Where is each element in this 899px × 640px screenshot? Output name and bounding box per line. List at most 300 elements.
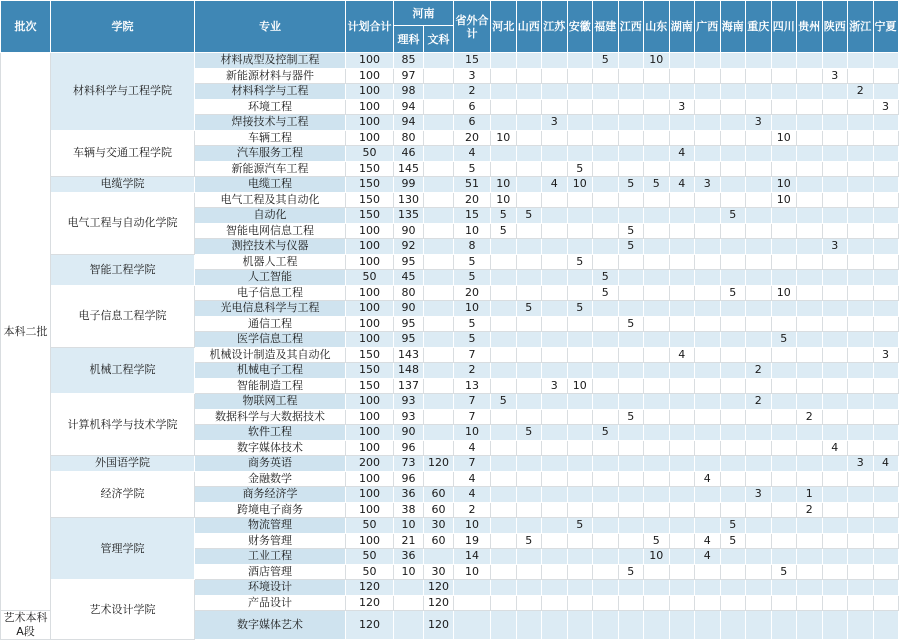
- henan-li-cell: 145: [394, 161, 424, 177]
- henan-wen-cell: [424, 68, 454, 84]
- province-cell: [669, 502, 695, 518]
- province-cell: [618, 146, 644, 162]
- province-cell: [644, 394, 670, 410]
- province-cell: [720, 595, 746, 611]
- province-cell: [542, 239, 568, 255]
- plan-total-cell: 120: [346, 595, 394, 611]
- province-cell: [567, 115, 593, 131]
- province-cell: [542, 409, 568, 425]
- province-cell: [695, 192, 721, 208]
- province-cell: [695, 595, 721, 611]
- province-cell: 10: [491, 177, 517, 193]
- province-cell: [746, 301, 772, 317]
- province-cell: [848, 409, 874, 425]
- major-cell: 工业工程: [195, 549, 346, 565]
- out-total-cell: 10: [454, 425, 491, 441]
- province-cell: [695, 161, 721, 177]
- province-cell: [822, 223, 848, 239]
- province-cell: 5: [567, 161, 593, 177]
- province-cell: 3: [822, 68, 848, 84]
- province-cell: [720, 254, 746, 270]
- province-cell: [618, 456, 644, 472]
- province-cell: 5: [618, 409, 644, 425]
- province-cell: [542, 223, 568, 239]
- major-cell: 医学信息工程: [195, 332, 346, 348]
- province-cell: [746, 84, 772, 100]
- province-cell: [669, 409, 695, 425]
- province-cell: [771, 68, 797, 84]
- province-cell: [516, 146, 542, 162]
- province-cell: [669, 611, 695, 640]
- plan-total-cell: 100: [346, 440, 394, 456]
- henan-wen-cell: [424, 84, 454, 100]
- province-cell: [491, 409, 517, 425]
- province-cell: [720, 99, 746, 115]
- henan-li-cell: 95: [394, 332, 424, 348]
- province-cell: [848, 347, 874, 363]
- province-cell: [644, 409, 670, 425]
- province-cell: [567, 425, 593, 441]
- major-cell: 新能源材料与器件: [195, 68, 346, 84]
- province-cell: [669, 456, 695, 472]
- major-cell: 汽车服务工程: [195, 146, 346, 162]
- henan-li-cell: 21: [394, 533, 424, 549]
- henan-wen-cell: [424, 254, 454, 270]
- province-cell: [797, 611, 823, 640]
- province-cell: [618, 332, 644, 348]
- province-cell: [873, 363, 898, 379]
- province-cell: [593, 440, 619, 456]
- plan-total-cell: 100: [346, 487, 394, 503]
- province-cell: 5: [516, 533, 542, 549]
- province-cell: [516, 223, 542, 239]
- province-cell: [720, 378, 746, 394]
- province-cell: [618, 595, 644, 611]
- plan-total-cell: 150: [346, 161, 394, 177]
- province-cell: [516, 68, 542, 84]
- province-cell: 5: [771, 332, 797, 348]
- province-cell: [873, 316, 898, 332]
- province-cell: 4: [822, 440, 848, 456]
- plan-total-cell: 150: [346, 177, 394, 193]
- henan-wen-cell: [424, 99, 454, 115]
- henan-li-cell: 90: [394, 301, 424, 317]
- plan-total-cell: 100: [346, 301, 394, 317]
- province-cell: [567, 223, 593, 239]
- province-cell: [542, 84, 568, 100]
- province-cell: [618, 192, 644, 208]
- province-cell: [618, 115, 644, 131]
- province-cell: [567, 611, 593, 640]
- province-cell: [593, 409, 619, 425]
- province-cell: [848, 177, 874, 193]
- henan-wen-cell: [424, 316, 454, 332]
- header-province: 陕西: [822, 1, 848, 53]
- province-cell: [695, 53, 721, 69]
- province-cell: [873, 130, 898, 146]
- province-cell: [822, 611, 848, 640]
- province-cell: 10: [771, 177, 797, 193]
- province-cell: [491, 518, 517, 534]
- province-cell: [695, 130, 721, 146]
- province-cell: [797, 115, 823, 131]
- henan-li-cell: 85: [394, 53, 424, 69]
- major-cell: 环境设计: [195, 580, 346, 596]
- province-cell: [797, 270, 823, 286]
- province-cell: 5: [644, 533, 670, 549]
- out-total-cell: 10: [454, 564, 491, 580]
- province-cell: 5: [771, 564, 797, 580]
- province-cell: [542, 502, 568, 518]
- province-cell: [746, 580, 772, 596]
- province-cell: [848, 146, 874, 162]
- province-cell: [746, 316, 772, 332]
- out-total-cell: 6: [454, 99, 491, 115]
- plan-total-cell: 100: [346, 502, 394, 518]
- province-cell: [873, 223, 898, 239]
- plan-total-cell: 50: [346, 564, 394, 580]
- province-cell: [822, 456, 848, 472]
- plan-total-cell: 150: [346, 192, 394, 208]
- province-cell: [644, 518, 670, 534]
- province-cell: [797, 363, 823, 379]
- henan-wen-cell: [424, 425, 454, 441]
- province-cell: [669, 363, 695, 379]
- out-total-cell: 8: [454, 239, 491, 255]
- province-cell: 10: [771, 285, 797, 301]
- province-cell: [516, 254, 542, 270]
- province-cell: [873, 580, 898, 596]
- province-cell: [873, 533, 898, 549]
- province-cell: [516, 270, 542, 286]
- college-cell: 计算机科学与技术学院: [51, 394, 195, 456]
- out-total-cell: 20: [454, 130, 491, 146]
- province-cell: [491, 239, 517, 255]
- province-cell: 10: [567, 177, 593, 193]
- province-cell: 5: [593, 425, 619, 441]
- province-cell: [746, 208, 772, 224]
- province-cell: [771, 595, 797, 611]
- province-cell: [644, 115, 670, 131]
- province-cell: [593, 130, 619, 146]
- province-cell: [848, 502, 874, 518]
- province-cell: [516, 595, 542, 611]
- province-cell: 5: [516, 425, 542, 441]
- henan-wen-cell: [424, 146, 454, 162]
- henan-wen-cell: [424, 301, 454, 317]
- province-cell: [746, 471, 772, 487]
- major-cell: 新能源汽车工程: [195, 161, 346, 177]
- plan-total-cell: 100: [346, 316, 394, 332]
- province-cell: [567, 549, 593, 565]
- province-cell: [593, 580, 619, 596]
- province-cell: [644, 270, 670, 286]
- major-cell: 酒店管理: [195, 564, 346, 580]
- major-cell: 商务英语: [195, 456, 346, 472]
- henan-wen-cell: [424, 192, 454, 208]
- out-total-cell: 10: [454, 223, 491, 239]
- province-cell: [593, 239, 619, 255]
- province-cell: [848, 440, 874, 456]
- henan-wen-cell: [424, 285, 454, 301]
- province-cell: [695, 425, 721, 441]
- college-cell: 电气工程与自动化学院: [51, 192, 195, 254]
- plan-total-cell: 100: [346, 285, 394, 301]
- henan-li-cell: 143: [394, 347, 424, 363]
- henan-wen-cell: [424, 378, 454, 394]
- province-cell: [746, 130, 772, 146]
- plan-total-cell: 100: [346, 394, 394, 410]
- province-cell: [669, 487, 695, 503]
- province-cell: [516, 394, 542, 410]
- out-total-cell: 7: [454, 347, 491, 363]
- province-cell: [822, 347, 848, 363]
- henan-li-cell: 96: [394, 440, 424, 456]
- header-major: 专业: [195, 1, 346, 53]
- province-cell: [822, 394, 848, 410]
- major-cell: 光电信息科学与工程: [195, 301, 346, 317]
- province-cell: [542, 611, 568, 640]
- province-cell: 4: [873, 456, 898, 472]
- province-cell: [618, 53, 644, 69]
- province-cell: [873, 425, 898, 441]
- henan-li-cell: 90: [394, 425, 424, 441]
- henan-li-cell: 10: [394, 518, 424, 534]
- province-cell: [542, 549, 568, 565]
- province-cell: [516, 99, 542, 115]
- province-cell: [618, 394, 644, 410]
- plan-total-cell: 150: [346, 208, 394, 224]
- province-cell: [848, 533, 874, 549]
- out-total-cell: 2: [454, 84, 491, 100]
- province-cell: [873, 115, 898, 131]
- table-row: [1, 456, 899, 472]
- table-row: [1, 285, 899, 301]
- province-cell: [746, 161, 772, 177]
- province-cell: [771, 301, 797, 317]
- henan-li-cell: 94: [394, 115, 424, 131]
- province-cell: [644, 425, 670, 441]
- henan-wen-cell: [424, 549, 454, 565]
- province-cell: [644, 254, 670, 270]
- province-cell: 2: [746, 394, 772, 410]
- henan-wen-cell: [424, 161, 454, 177]
- province-cell: 5: [516, 208, 542, 224]
- plan-total-cell: 150: [346, 363, 394, 379]
- province-cell: [720, 223, 746, 239]
- province-cell: [516, 347, 542, 363]
- province-cell: [567, 53, 593, 69]
- province-cell: [797, 53, 823, 69]
- province-cell: [542, 192, 568, 208]
- major-cell: 物联网工程: [195, 394, 346, 410]
- province-cell: [567, 130, 593, 146]
- province-cell: [516, 580, 542, 596]
- province-cell: [695, 285, 721, 301]
- henan-wen-cell: 30: [424, 564, 454, 580]
- province-cell: [491, 611, 517, 640]
- province-cell: [797, 580, 823, 596]
- henan-li-cell: 95: [394, 254, 424, 270]
- province-cell: [746, 518, 772, 534]
- province-cell: [542, 285, 568, 301]
- province-cell: [491, 595, 517, 611]
- major-cell: 车辆工程: [195, 130, 346, 146]
- major-cell: 跨境电子商务: [195, 502, 346, 518]
- province-cell: [873, 301, 898, 317]
- out-total-cell: 7: [454, 409, 491, 425]
- province-cell: [822, 208, 848, 224]
- province-cell: [593, 456, 619, 472]
- province-cell: [848, 611, 874, 640]
- province-cell: [491, 285, 517, 301]
- plan-total-cell: 100: [346, 533, 394, 549]
- out-total-cell: 20: [454, 285, 491, 301]
- province-cell: [771, 611, 797, 640]
- major-cell: 测控技术与仪器: [195, 239, 346, 255]
- province-cell: [797, 161, 823, 177]
- major-cell: 数据科学与大数据技术: [195, 409, 346, 425]
- province-cell: [848, 161, 874, 177]
- province-cell: [567, 270, 593, 286]
- province-cell: [669, 595, 695, 611]
- province-cell: [669, 239, 695, 255]
- plan-total-cell: 100: [346, 332, 394, 348]
- henan-li-cell: 135: [394, 208, 424, 224]
- college-cell: 智能工程学院: [51, 254, 195, 285]
- province-cell: 4: [695, 533, 721, 549]
- province-cell: [695, 378, 721, 394]
- header-wen: 文科: [424, 26, 454, 53]
- major-cell: 智能电网信息工程: [195, 223, 346, 239]
- province-cell: [669, 564, 695, 580]
- henan-li-cell: 97: [394, 68, 424, 84]
- province-cell: 5: [618, 316, 644, 332]
- province-cell: [516, 363, 542, 379]
- province-cell: [771, 502, 797, 518]
- province-cell: [542, 440, 568, 456]
- province-cell: [695, 394, 721, 410]
- province-cell: [797, 394, 823, 410]
- province-cell: [567, 363, 593, 379]
- province-cell: 3: [746, 487, 772, 503]
- out-total-cell: 19: [454, 533, 491, 549]
- province-cell: [695, 301, 721, 317]
- plan-total-cell: 120: [346, 580, 394, 596]
- province-cell: [516, 285, 542, 301]
- out-total-cell: 20: [454, 192, 491, 208]
- province-cell: [848, 254, 874, 270]
- province-cell: [567, 580, 593, 596]
- province-cell: [797, 425, 823, 441]
- province-cell: 4: [695, 549, 721, 565]
- henan-wen-cell: 60: [424, 533, 454, 549]
- province-cell: [542, 270, 568, 286]
- province-cell: [695, 68, 721, 84]
- henan-li-cell: 96: [394, 471, 424, 487]
- province-cell: [644, 332, 670, 348]
- province-cell: [797, 440, 823, 456]
- major-cell: 智能制造工程: [195, 378, 346, 394]
- province-cell: 5: [618, 239, 644, 255]
- province-cell: 5: [593, 53, 619, 69]
- province-cell: [593, 332, 619, 348]
- province-cell: [516, 130, 542, 146]
- out-total-cell: 14: [454, 549, 491, 565]
- henan-wen-cell: [424, 177, 454, 193]
- province-cell: [618, 425, 644, 441]
- province-cell: [491, 347, 517, 363]
- province-cell: 4: [542, 177, 568, 193]
- province-cell: 4: [669, 177, 695, 193]
- province-cell: [695, 409, 721, 425]
- province-cell: [644, 347, 670, 363]
- province-cell: [491, 487, 517, 503]
- province-cell: [720, 301, 746, 317]
- header-out-total: 省外合计: [454, 1, 491, 53]
- plan-total-cell: 100: [346, 115, 394, 131]
- province-cell: 3: [669, 99, 695, 115]
- province-cell: [720, 394, 746, 410]
- province-cell: 5: [516, 301, 542, 317]
- major-cell: 数字媒体技术: [195, 440, 346, 456]
- province-cell: [644, 301, 670, 317]
- major-cell: 自动化: [195, 208, 346, 224]
- province-cell: [695, 208, 721, 224]
- province-cell: [720, 363, 746, 379]
- out-total-cell: 4: [454, 471, 491, 487]
- college-cell: 车辆与交通工程学院: [51, 130, 195, 177]
- province-cell: [542, 161, 568, 177]
- out-total-cell: 2: [454, 502, 491, 518]
- major-cell: 电缆工程: [195, 177, 346, 193]
- header-province: 广西: [695, 1, 721, 53]
- province-cell: [695, 487, 721, 503]
- province-cell: [491, 425, 517, 441]
- header-province: 福建: [593, 1, 619, 53]
- province-cell: [644, 611, 670, 640]
- province-cell: [593, 146, 619, 162]
- province-cell: [491, 533, 517, 549]
- province-cell: [669, 68, 695, 84]
- province-cell: [822, 161, 848, 177]
- province-cell: [720, 316, 746, 332]
- province-cell: [720, 487, 746, 503]
- province-cell: [771, 378, 797, 394]
- province-cell: [746, 223, 772, 239]
- batch-cell: 本科二批: [1, 53, 51, 611]
- header-province: 江苏: [542, 1, 568, 53]
- province-cell: [873, 471, 898, 487]
- province-cell: [567, 564, 593, 580]
- henan-wen-cell: 60: [424, 502, 454, 518]
- province-cell: [669, 425, 695, 441]
- province-cell: [720, 177, 746, 193]
- college-cell: 管理学院: [51, 518, 195, 580]
- college-cell: 经济学院: [51, 471, 195, 518]
- province-cell: [720, 68, 746, 84]
- province-cell: [644, 239, 670, 255]
- province-cell: [695, 502, 721, 518]
- province-cell: [516, 611, 542, 640]
- province-cell: [848, 53, 874, 69]
- henan-wen-cell: [424, 347, 454, 363]
- out-total-cell: 13: [454, 378, 491, 394]
- province-cell: [491, 53, 517, 69]
- province-cell: [873, 161, 898, 177]
- province-cell: 3: [542, 115, 568, 131]
- province-cell: [695, 270, 721, 286]
